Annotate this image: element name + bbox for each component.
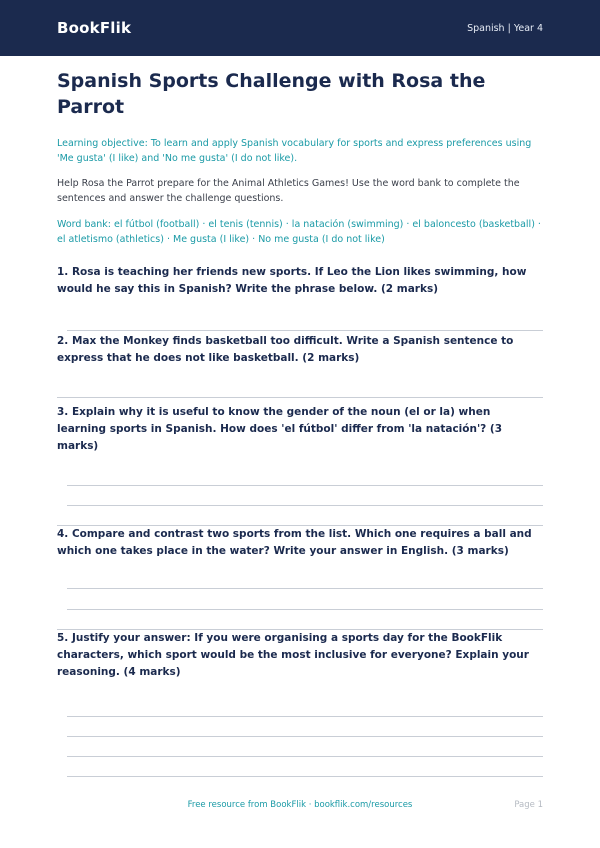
- answer-line[interactable]: [67, 776, 543, 777]
- question-4: 4. Compare and contrast two sports from the list. Which one requires a ball and which one takes place in the water? Write your answer in English. (3 marks): [57, 528, 532, 557]
- footer-link[interactable]: Free resource from BookFlik · bookflik.com/resources: [187, 800, 413, 810]
- learning-objective: Learning objective: To learn and apply Spanish vocabulary for sports and express preferences using 'Me gusta' (I like) and 'No me gusta' (I do not like).: [57, 138, 532, 164]
- question-2: 2. Max the Monkey finds basketball too difficult. Write a Spanish sentence to express that he does not like basketball. (2 marks): [57, 335, 514, 364]
- question-3: 3. Explain why it is useful to know the gender of the noun (el or la) when learning sports in Spanish. How does 'el fútbol' differ from 'la natación'? (3 marks): [57, 406, 503, 452]
- intro-text: Help Rosa the Parrot prepare for the Animal Athletics Games! Use the word bank to complete the sentences and answer the challenge questions.: [57, 178, 520, 204]
- question-5: 5. Justify your answer: If you were organising a sports day for the BookFlik characters, which sport would be the most inclusive for everyone? Explain your reasoning. (4 marks): [57, 632, 529, 678]
- page-title: Spanish Sports Challenge with Rosa the Parrot: [57, 70, 486, 118]
- brand-logo: BookFlik: [57, 19, 132, 37]
- word-bank: Word bank: el fútbol (football) · el tenis (tennis) · la natación (swimming) · el baloncesto (basketball) · el atletismo (athletics) · Me gusta (I like) · No me gusta (I do not like): [57, 219, 541, 245]
- question-1: 1. Rosa is teaching her friends new sports. If Leo the Lion likes swimming, how would he say this in Spanish? Write the phrase below. (2 marks): [57, 266, 527, 295]
- header-bar: [0, 0, 600, 56]
- subject-label: Spanish | Year 4: [467, 22, 543, 34]
- page-number: Page 1: [514, 800, 543, 810]
- worksheet-content: [0, 56, 600, 777]
